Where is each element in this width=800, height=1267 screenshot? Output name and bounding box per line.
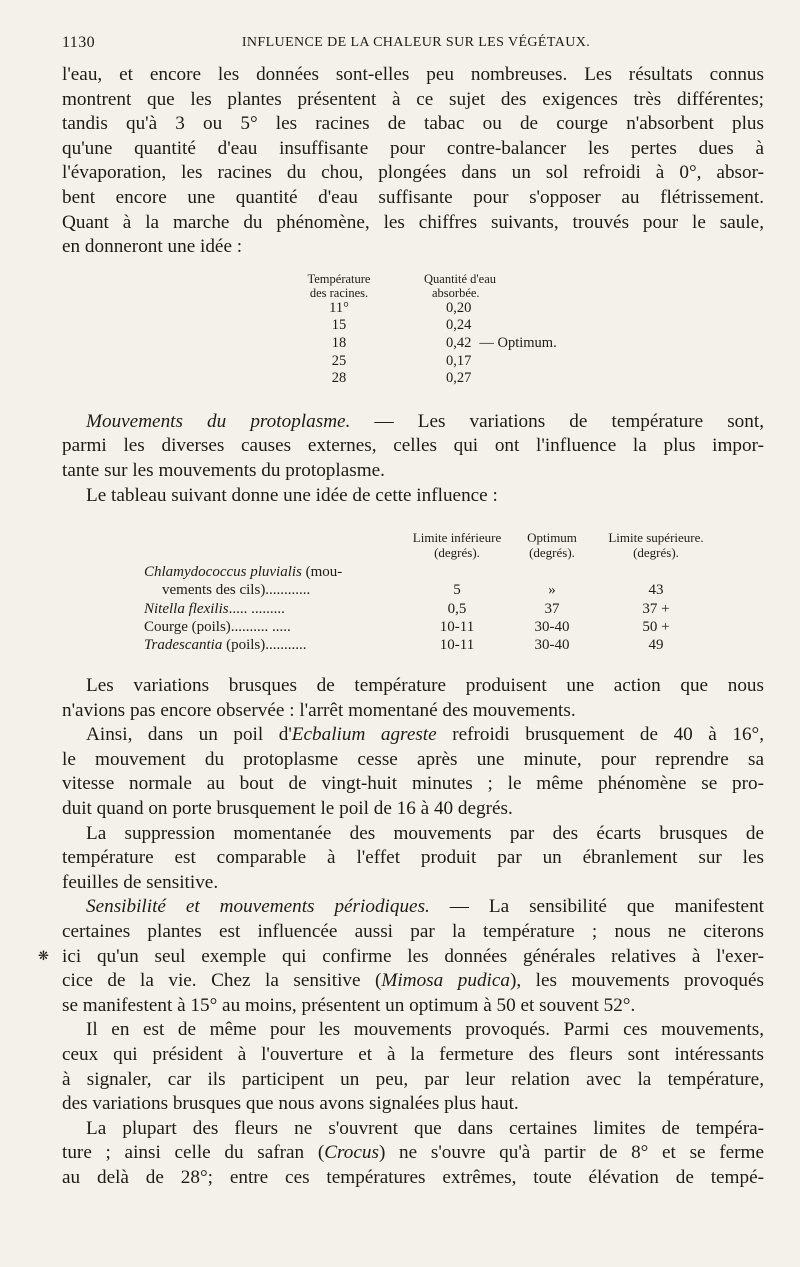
quantity-value: 0,20 [446,299,472,316]
column-header-temperature [274,272,404,300]
text-line: tante sur les mouvements du protoplasme. [62,459,385,481]
paragraph-flowers [62,1117,764,1191]
root-temperature-table [274,272,586,388]
cell-optimum: » [548,582,556,599]
text-span: — Les variations de température sont, [350,410,764,432]
paragraph-table-intro [62,484,764,509]
cell-optimum: 30-40 [534,636,570,653]
species-name: Nitella flexilis [144,600,229,617]
paragraph-sensibility [62,895,764,1018]
text-line: montrent que les plantes présentent à ce sujet des exigences très différentes; [62,88,764,110]
species-name: Mimosa pudica [381,970,510,992]
table-row [274,300,586,318]
cell-upper-limit: 49 [648,636,664,653]
cell-temperature: 18 [331,334,347,351]
text-line [62,723,764,748]
column-header-optimum [507,530,597,560]
text-line [62,969,764,994]
text-line: n'avions pas encore observée : l'arrêt momentané des mouvements. [62,699,576,721]
paragraph-suppression [62,822,764,896]
text-line: Il en est de même pour les mouvements provoqués. Parmi ces mouvements, [86,1019,764,1041]
text-span: refroidi brusquement de 40 à 16°, [436,724,765,746]
running-header [62,34,770,58]
table-row [274,353,586,371]
text-span: (poils)........... [222,636,307,653]
quantity-value: 0,17 [446,352,472,369]
column-header-quantity [404,272,586,300]
paragraph-ecbalium [62,723,764,821]
table-row [274,370,586,388]
protoplasm-temperature-table [144,530,715,654]
text-line: certaines plantes est influencée aussi par la température ; nous ne citerons [62,921,764,943]
table-row [144,600,715,618]
species-name: Chlamydococcus pluvialis [144,564,302,581]
quantity-value: 0,42 [446,334,472,351]
text-line: La suppression momentanée des mouvements par des écarts brusques de [86,822,764,844]
section-heading: Sensibilité et mouvements périodiques. [86,896,430,918]
table-row [144,618,715,636]
cell-species [144,560,407,581]
cell-quantity [404,353,586,371]
header-line: Température [307,271,371,286]
cell-quantity [404,300,586,318]
text-span: ) ne s'ouvre qu'à partir de 8° et se ferme [378,1142,764,1164]
cell-optimum: 37 [544,600,560,617]
paragraph-provoked-movements [62,1018,764,1116]
cell-lower-limit: 5 [453,582,461,599]
cell-lower-limit: 10-11 [439,618,475,635]
cell-quantity [404,317,586,335]
text-span: ), les mouvements provoqués [509,970,764,992]
margin-marker: ❋ [38,948,49,963]
text-line: vitesse normale au bout de vingt-huit minutes ; le même phénomène se pro- [62,773,764,795]
text-line: duit quand on porte brusquement le poil de 16 à 40 degrés. [62,798,513,820]
header-line: des racines. [309,285,369,300]
cell-upper-limit: 37 + [642,600,670,617]
text-span: ..... ......... [228,600,285,617]
text-line [62,410,764,435]
cell-lower-limit: 10-11 [439,636,475,653]
text-span: cice de la vie. Chez la sensitive ( [62,970,382,992]
cell-temperature: 15 [331,317,347,334]
header-line: Limite inférieure [412,530,502,546]
text-line [62,1141,764,1166]
text-line: bent encore une quantité d'eau suffisante pour s'opposer au flétrissement. [62,186,764,208]
paragraph-water-absorption [62,63,764,260]
header-line: (degrés). [529,545,575,561]
text-line [62,895,764,920]
paragraph-protoplasm [62,410,764,484]
header-line: (degrés). [434,545,480,561]
running-title: INFLUENCE DE LA CHALEUR SUR LES VÉGÉTAUX. [241,35,591,50]
text-line: à signaler, car ils participent un peu, par leur relation avec la température, [62,1068,764,1090]
text-line: Quant à la marche du phénomène, les chiffres suivants, trouvés pour le saule, [62,211,764,233]
table-row [144,581,715,599]
cell-upper-limit: 43 [648,582,664,599]
page-number: 1130 [62,34,96,51]
quantity-value: 0,27 [446,370,472,387]
cell-temperature: 25 [331,352,347,369]
text-span: — La sensibilité que manifestent [429,896,764,918]
species-name: Tradescantia [144,636,223,653]
cell-lower-limit: 0,5 [447,600,467,617]
table-row [144,636,715,654]
page-body [62,63,764,1191]
header-line: (degrés). [633,545,679,561]
cell-quantity [404,335,586,353]
text-line: température est comparable à l'effet produit par un ébranlement sur les [62,847,764,869]
text-line: feuilles de sensitive. [62,871,219,893]
text-line: Le tableau suivant donne une idée de cette influence : [86,484,498,506]
text-span: ture ; ainsi celle du safran ( [62,1142,325,1164]
cell-temperature: 28 [331,370,347,387]
text-line: Les variations brusques de température produisent une action que nous [86,675,764,697]
header-line: Optimum [527,530,577,546]
species-name: Crocus [324,1142,379,1164]
cell-upper-limit: 50 + [642,618,670,635]
text-line: tandis qu'à 3 ou 5° les racines de tabac ou de courge n'absorbent plus [62,113,764,135]
cell-optimum: 30-40 [534,618,570,635]
paragraph-sudden-variations [62,674,764,723]
column-header-upper-limit [597,530,715,560]
cell-quantity [404,370,586,388]
header-line: Quantité d'eau [424,271,497,286]
species-name: Ecbalium agreste [291,724,437,746]
cell-temperature: 11° [329,299,349,316]
text-span: Ainsi, dans un poil d' [86,724,292,746]
text-line: des variations brusques que nous avons signalées plus haut. [62,1093,519,1115]
section-heading: Mouvements du protoplasme. [86,410,351,432]
text-line: ceux qui président à l'ouverture et à la fermeture des fleurs sont intéressants [62,1044,764,1066]
text-line: parmi les diverses causes externes, celles qui ont l'influence la plus impor- [62,435,764,457]
table-row [274,317,586,335]
text-line: ici qu'un seul exemple qui confirme les données générales relatives à l'exer- [62,945,764,967]
column-header-species [144,530,407,560]
table-row [274,335,586,353]
table-row [144,560,715,581]
text-line: l'évaporation, les racines du chou, plongées dans un sol refroidi à 0°, absor- [62,162,764,184]
text-line: au delà de 28°; entre ces températures extrêmes, toute élévation de tempé- [62,1166,764,1188]
cell-species [144,636,407,654]
header-line: Limite supérieure. [608,530,704,546]
column-header-lower-limit [407,530,507,560]
text-line: le mouvement du protoplasme cesse après une minute, pour reprendre sa [62,748,764,770]
text-line: l'eau, et encore les données sont-elles peu nombreuses. Les résultats connus [62,64,764,85]
text-line: se manifestent à 15° au moins, présentent un optimum à 50 et souvent 52°. [62,994,636,1016]
header-line: absorbée. [432,285,480,300]
text-line: La plupart des fleurs ne s'ouvrent que dans certaines limites de tempéra- [86,1117,764,1139]
text-line: en donneront une idée : [62,236,243,258]
quantity-value: 0,24 [446,317,472,334]
text-span: (mou- [301,564,343,581]
cell-species: Courge (poils).......... ..... [144,618,291,635]
cell-species: vements des cils)............ [162,582,311,599]
text-line: qu'une quantité d'eau insuffisante pour contre-balancer les pertes dues à [62,137,764,159]
cell-species [144,600,407,618]
optimum-note: — Optimum. [479,334,557,351]
